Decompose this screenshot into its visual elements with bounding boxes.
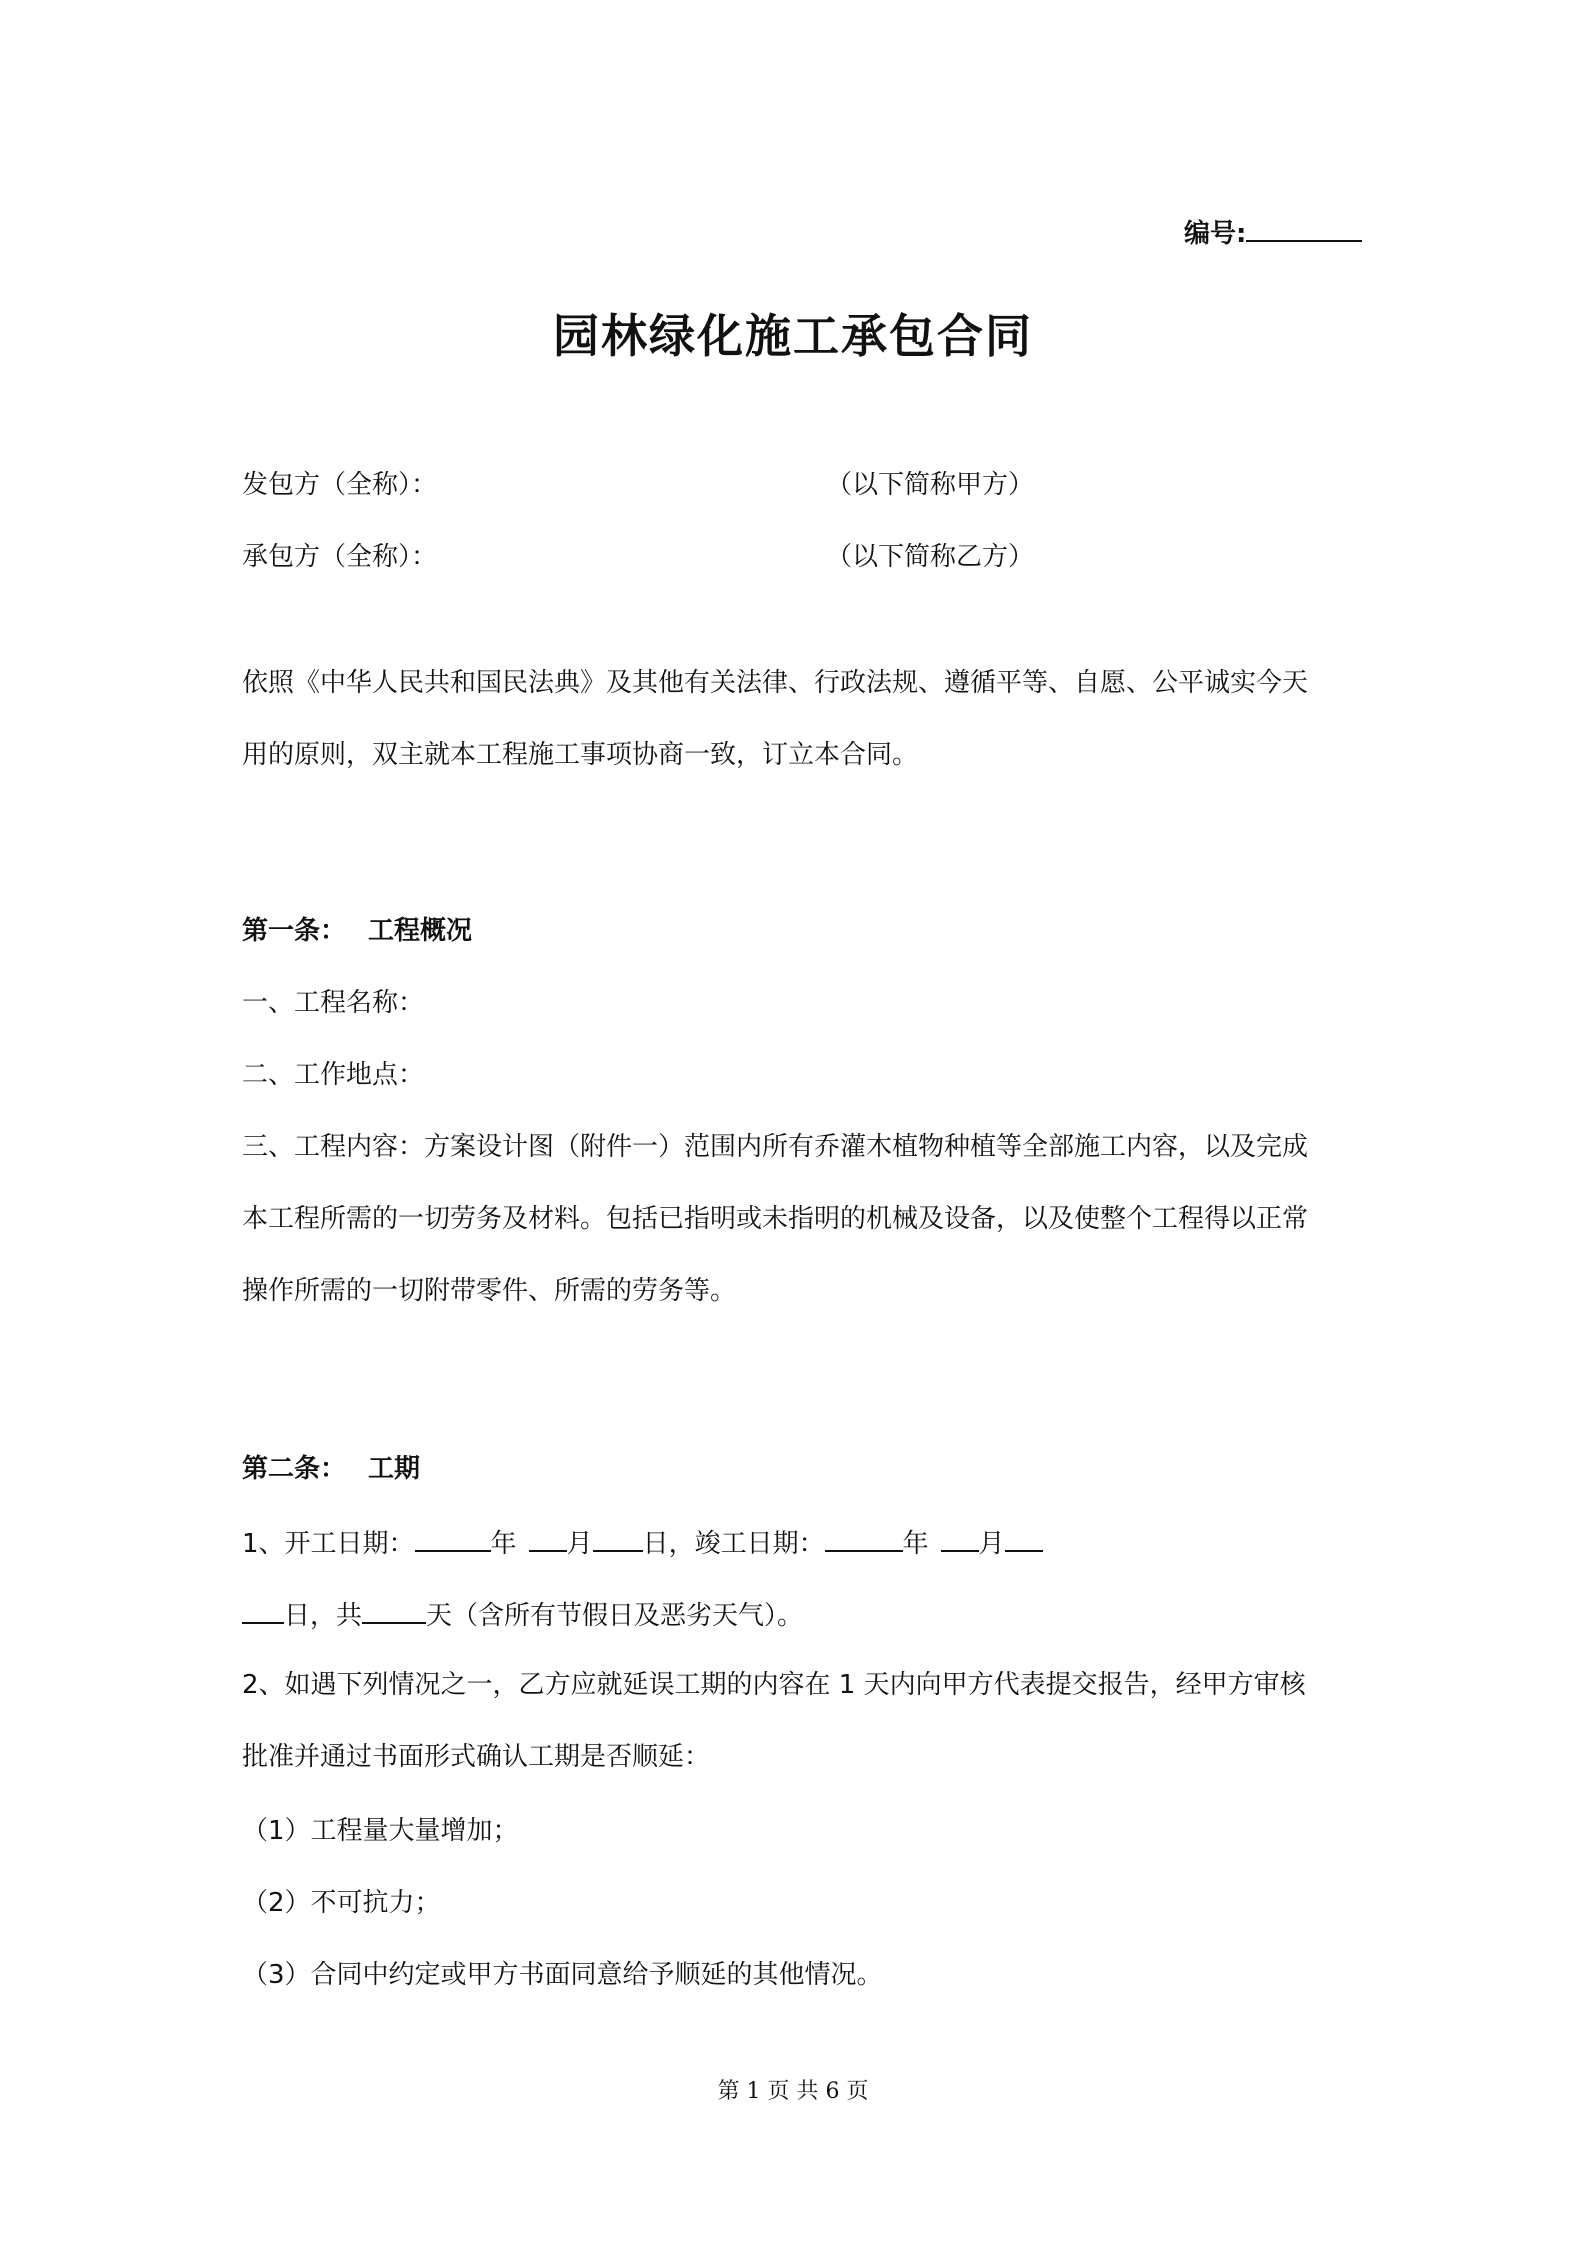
end-date-prefix: 日，竣工日期： <box>642 1529 825 1559</box>
document-title: 园林绿化施工承包合同 <box>553 309 1033 363</box>
article-2-line-2: 批准并通过书面形式确认工期是否顺延： <box>242 1742 711 1772</box>
start-day-blank <box>593 1524 643 1552</box>
total-days-blank <box>362 1596 426 1624</box>
total-prefix: 日，共 <box>284 1601 363 1631</box>
schedule-line-2 <box>242 1596 803 1633</box>
article-2-item-2: （2）不可抗力； <box>242 1888 441 1918</box>
article-1-line-4: 本工程所需的一切劳务及材料。包括已指明或未指明的机械及设备，以及使整个工程得以正常 <box>242 1204 1309 1234</box>
article-2-number: 第二条： <box>242 1454 347 1484</box>
article-2-item-1: （1）工程量大量增加； <box>242 1816 519 1846</box>
article-2-title: 工期 <box>368 1454 421 1484</box>
preamble-line-1: 依照《中华人民共和国民法典》及其他有关法律、行政法规、遵循平等、自愿、公平诚实今天 <box>242 668 1309 698</box>
end-year-label: 年 <box>902 1529 929 1559</box>
end-month-label: 月 <box>978 1529 1005 1559</box>
contract-number <box>1184 214 1362 251</box>
start-month-label: 月 <box>566 1529 593 1559</box>
page-footer: 第 1 页 共 6 页 <box>717 2079 869 2104</box>
total-days-suffix: 天（含所有节假日及恶劣天气）。 <box>426 1601 804 1631</box>
end-day-blank-part2 <box>242 1596 284 1624</box>
article-1-title: 工程概况 <box>368 916 473 946</box>
start-year-blank <box>415 1524 491 1552</box>
party-b-label: 承包方（全称）： <box>242 542 438 572</box>
start-year-label: 年 <box>490 1529 517 1559</box>
article-1-line-3: 三、工程内容：方案设计图（附件一）范围内所有乔灌木植物种植等全部施工内容，以及完成 <box>242 1132 1309 1162</box>
end-year-blank <box>825 1524 903 1552</box>
article-2-line-1: 2、如遇下列情况之一，乙方应就延误工期的内容在 1 天内向甲方代表提交报告，经甲方审核 <box>242 1670 1306 1700</box>
start-month-blank <box>529 1524 567 1552</box>
article-1-heading <box>242 914 472 948</box>
end-day-blank-part1 <box>1005 1524 1043 1552</box>
article-2-item-3: （3）合同中约定或甲方书面同意给予顺延的其他情况。 <box>242 1960 883 1990</box>
article-1-line-2: 二、工作地点： <box>242 1060 425 1090</box>
contract-number-label: 编号: <box>1184 219 1247 249</box>
party-b-note: （以下简称乙方） <box>826 542 1035 572</box>
preamble-line-2: 用的原则，双主就本工程施工事项协商一致，订立本合同。 <box>242 740 919 770</box>
contract-number-blank <box>1246 214 1362 242</box>
article-2-heading <box>242 1452 420 1486</box>
party-a-label: 发包方（全称）： <box>242 470 438 500</box>
schedule-line <box>242 1524 1043 1561</box>
end-month-blank <box>941 1524 979 1552</box>
article-1-line-5: 操作所需的一切附带零件、所需的劳务等。 <box>242 1276 737 1306</box>
article-1-number: 第一条： <box>242 916 347 946</box>
party-a-note: （以下简称甲方） <box>826 470 1035 500</box>
article-1-line-1: 一、工程名称： <box>242 988 425 1018</box>
schedule-prefix: 1、开工日期： <box>242 1529 415 1559</box>
